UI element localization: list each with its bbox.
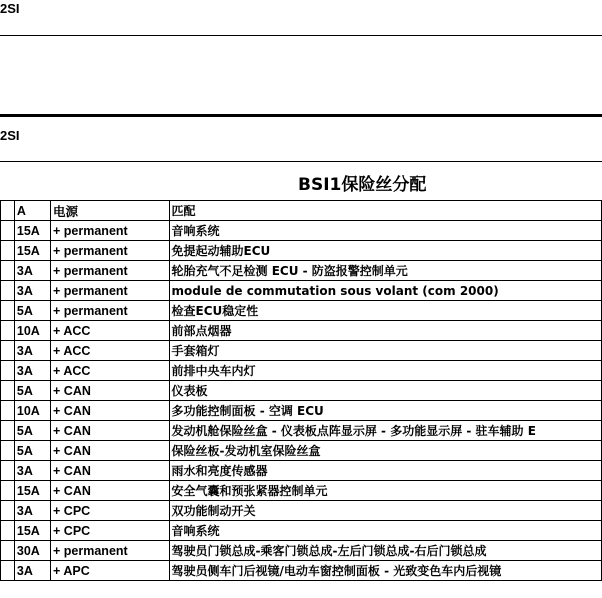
assignment-cell: 前部点烟器 [169, 321, 601, 341]
assignment-cell: 雨水和亮度传感器 [169, 461, 601, 481]
row-margin-cell [1, 501, 15, 521]
row-margin-cell [1, 301, 15, 321]
table-row [1, 461, 602, 481]
table-title: BSI1保险丝分配 [298, 175, 427, 195]
row-margin-cell [1, 561, 15, 581]
table-row [1, 521, 602, 541]
section-header-top: 2SI [0, 1, 20, 16]
power-source-cell: + CAN [51, 441, 170, 461]
row-margin-cell [1, 261, 15, 281]
row-margin-cell [1, 441, 15, 461]
row-margin-cell [1, 421, 15, 441]
divider-thin-top [0, 35, 602, 36]
row-margin-cell [1, 541, 15, 561]
fuse-amperage-cell: 5A [14, 421, 50, 441]
power-source-cell: + CAN [51, 481, 170, 501]
table-header-row [1, 201, 602, 221]
table-row [1, 441, 602, 461]
fuse-amperage-cell: 10A [14, 321, 50, 341]
row-margin-cell [1, 281, 15, 301]
row-margin-cell [1, 241, 15, 261]
fuse-amperage-cell: 3A [14, 281, 50, 301]
table-row [1, 361, 602, 381]
fuse-amperage-cell: 15A [14, 521, 50, 541]
fuse-amperage-cell: 15A [14, 241, 50, 261]
power-source-cell: + CPC [51, 521, 170, 541]
power-source-cell: + CPC [51, 501, 170, 521]
power-source-cell: + permanent [51, 261, 170, 281]
fuse-amperage-cell: 15A [14, 221, 50, 241]
table-row [1, 321, 602, 341]
power-source-cell: + ACC [51, 361, 170, 381]
table-row [1, 541, 602, 561]
table-row [1, 241, 602, 261]
row-margin-cell [1, 341, 15, 361]
fuse-table [0, 200, 602, 581]
row-margin-cell [1, 361, 15, 381]
assignment-cell: 保险丝板-发动机室保险丝盒 [169, 441, 601, 461]
fuse-amperage-cell: 10A [14, 401, 50, 421]
row-margin-cell [1, 521, 15, 541]
assignment-cell: 音响系统 [169, 521, 601, 541]
row-margin-cell [1, 461, 15, 481]
power-source-cell: + ACC [51, 321, 170, 341]
fuse-amperage-cell: 3A [14, 261, 50, 281]
fuse-amperage-cell: 5A [14, 301, 50, 321]
assignment-cell: 检查ECU稳定性 [169, 301, 601, 321]
power-source-cell: + permanent [51, 541, 170, 561]
fuse-amperage-cell: 3A [14, 461, 50, 481]
row-margin-cell [1, 221, 15, 241]
assignment-cell: 驾驶员侧车门后视镜/电动车窗控制面板 - 光致变色车内后视镜 [169, 561, 601, 581]
fuse-amperage-cell: 3A [14, 341, 50, 361]
section-header-second: 2SI [0, 128, 20, 143]
row-margin-cell [1, 201, 15, 221]
table-row [1, 341, 602, 361]
assignment-cell: 仪表板 [169, 381, 601, 401]
fuse-amperage-cell: 15A [14, 481, 50, 501]
assignment-cell: 发动机舱保险丝盒 - 仪表板点阵显示屏 - 多功能显示屏 - 驻车辅助 E [169, 421, 601, 441]
table-row [1, 381, 602, 401]
row-margin-cell [1, 401, 15, 421]
table-row [1, 561, 602, 581]
table-row [1, 481, 602, 501]
power-source-cell: + permanent [51, 221, 170, 241]
power-source-cell: + CAN [51, 401, 170, 421]
table-row [1, 421, 602, 441]
row-margin-cell [1, 321, 15, 341]
column-header-power-source: 电源 [51, 201, 170, 221]
column-header-assignment: 匹配 [169, 201, 601, 221]
assignment-cell: 多功能控制面板 - 空调 ECU [169, 401, 601, 421]
assignment-cell: 免提起动辅助ECU [169, 241, 601, 261]
assignment-cell: 音响系统 [169, 221, 601, 241]
assignment-cell: 轮胎充气不足检测 ECU - 防盗报警控制单元 [169, 261, 601, 281]
power-source-cell: + permanent [51, 241, 170, 261]
fuse-amperage-cell: 3A [14, 501, 50, 521]
table-row [1, 401, 602, 421]
power-source-cell: + CAN [51, 381, 170, 401]
fuse-amperage-cell: 30A [14, 541, 50, 561]
fuse-table-body [1, 201, 602, 581]
fuse-amperage-cell: 5A [14, 441, 50, 461]
power-source-cell: + CAN [51, 461, 170, 481]
assignment-cell: 前排中央车内灯 [169, 361, 601, 381]
power-source-cell: + APC [51, 561, 170, 581]
table-row [1, 261, 602, 281]
row-margin-cell [1, 481, 15, 501]
divider-thick [0, 114, 602, 117]
assignment-cell: 驾驶员门锁总成-乘客门锁总成-左后门锁总成-右后门锁总成 [169, 541, 601, 561]
assignment-cell: 双功能制动开关 [169, 501, 601, 521]
table-row [1, 221, 602, 241]
column-header-amperage: A [14, 201, 50, 221]
fuse-amperage-cell: 3A [14, 561, 50, 581]
table-row [1, 281, 602, 301]
divider-thin-mid [0, 161, 602, 162]
table-row [1, 301, 602, 321]
assignment-cell: module de commutation sous volant (com 2000) [169, 281, 601, 301]
power-source-cell: + permanent [51, 281, 170, 301]
assignment-cell: 手套箱灯 [169, 341, 601, 361]
row-margin-cell [1, 381, 15, 401]
table-row [1, 501, 602, 521]
assignment-cell: 安全气囊和预张紧器控制单元 [169, 481, 601, 501]
fuse-amperage-cell: 5A [14, 381, 50, 401]
fuse-amperage-cell: 3A [14, 361, 50, 381]
power-source-cell: + ACC [51, 341, 170, 361]
power-source-cell: + permanent [51, 301, 170, 321]
power-source-cell: + CAN [51, 421, 170, 441]
